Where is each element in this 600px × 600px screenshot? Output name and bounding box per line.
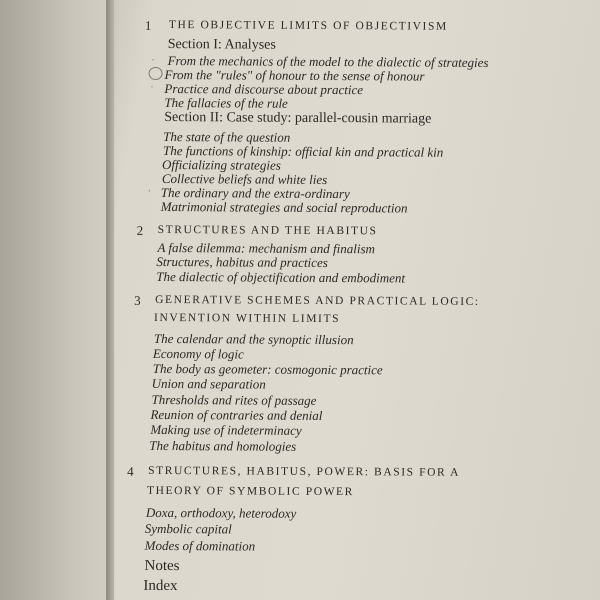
chapter-title-line-2: INVENTION WITHIN LIMITS <box>154 311 341 326</box>
toc-entry: Doxa, orthodoxy, heterodoxy <box>145 504 297 521</box>
toc-entry: Structures, habitus and practices <box>156 253 328 271</box>
toc-entry: Officializing strategies <box>161 156 281 173</box>
chapter-number: 4 <box>127 463 134 479</box>
back-matter-notes: Notes <box>144 557 180 575</box>
toc-entry: Matrimonial strategies and social reproduction <box>160 198 408 216</box>
toc-entry: Symbolic capital <box>144 520 232 537</box>
chapter-number: 3 <box>134 292 141 308</box>
chapter-number: 2 <box>136 222 144 238</box>
chapter-title: STRUCTURES AND THE HABITUS <box>157 223 378 238</box>
toc-entry: Modes of domination <box>144 537 256 554</box>
toc-entry: From the "rules" of honour to the sense of honour <box>164 67 425 84</box>
pencil-mark: · <box>150 82 154 93</box>
chapter-number: 1 <box>144 17 152 33</box>
chapter-title-line-1: STRUCTURES, HABITUS, POWER: BASIS FOR A <box>148 464 461 479</box>
toc-entry: The state of the question <box>163 128 291 145</box>
toc-entry: The dialectic of objectification and embodiment <box>156 268 406 286</box>
toc-entry: Thresholds and rites of passage <box>151 391 317 408</box>
toc-entry: The habitus and homologies <box>149 437 297 454</box>
toc-entry: Reunion of contraries and denial <box>150 406 323 423</box>
toc-entry: Making use of indeterminacy <box>150 421 302 438</box>
toc-entry: Economy of logic <box>152 345 244 362</box>
toc-entry: The ordinary and the extra-ordinary <box>160 184 350 202</box>
toc-entry: Union and separation <box>151 375 266 392</box>
pencil-mark: · <box>147 186 151 197</box>
pencil-mark: · <box>151 55 155 66</box>
chapter-title: THE OBJECTIVE LIMITS OF OBJECTIVISM <box>168 19 448 33</box>
section-heading: Section II: Case study: parallel-cousin marriage <box>164 110 432 127</box>
toc-entry: Collective beliefs and white lies <box>161 170 328 188</box>
toc-entry: The fallacies of the rule <box>164 95 288 111</box>
section-heading: Section I: Analyses <box>167 37 276 53</box>
toc-entry: The calendar and the synoptic illusion <box>153 330 354 348</box>
toc-entry: The body as geometer: cosmogonic practice <box>152 360 383 378</box>
pencil-circle-mark <box>149 67 163 80</box>
toc-entry: Practice and discourse about practice <box>164 81 364 98</box>
chapter-title-line-2: THEORY OF SYMBOLIC POWER <box>146 484 355 499</box>
toc-entry: The functions of kinship: official kin and practical kin <box>163 142 444 160</box>
toc-entry: A false dilemma: mechanism and finalism <box>157 239 376 257</box>
back-matter-index: Index <box>143 577 178 595</box>
chapter-title-line-1: GENERATIVE SCHEMES AND PRACTICAL LOGIC: <box>155 293 480 308</box>
toc-entry: From the mechanics of the model to the dialectic of strategies <box>167 53 489 70</box>
